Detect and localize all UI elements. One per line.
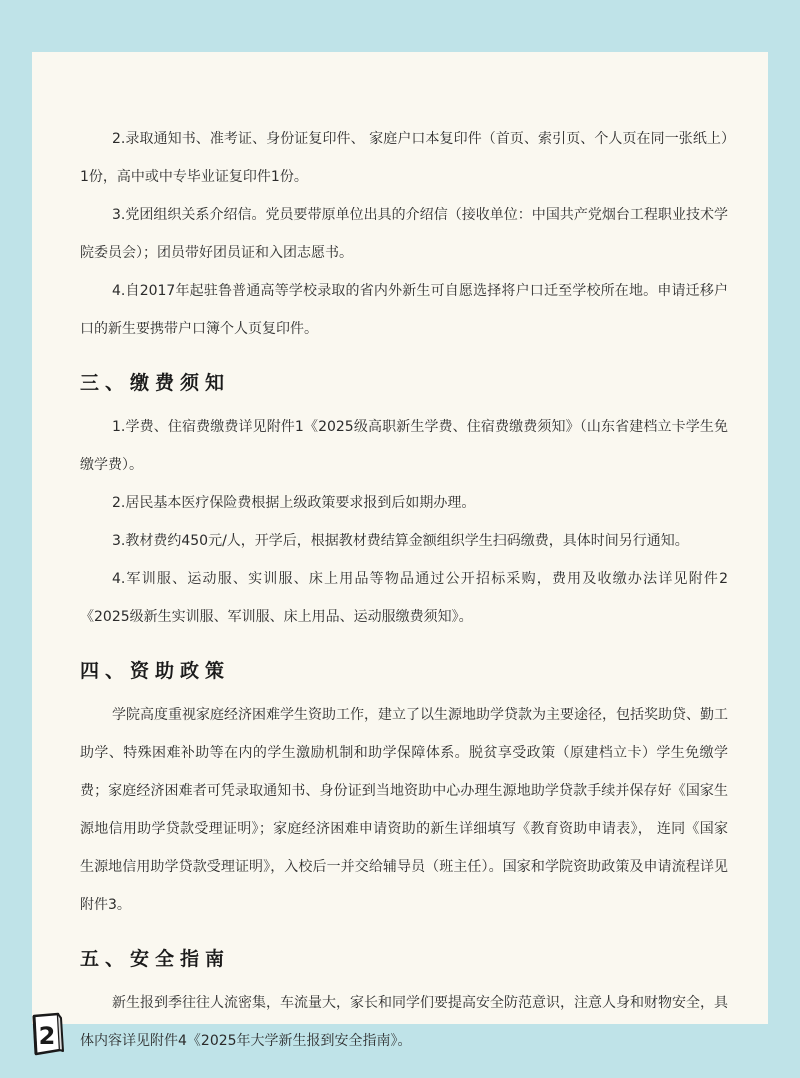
- page-number-badge: [30, 1012, 64, 1056]
- paragraph: 1.学费、住宿费缴费详见附件1《2025级高职新生学费、住宿费缴费须知》（山东省建档立卡学生免缴学费）。: [80, 419, 728, 473]
- section-heading-aid: 四、资助政策: [80, 660, 231, 682]
- paragraph: 4.自2017年起驻鲁普通高等学校录取的省内外新生可自愿选择将户口迁至学校所在地。申请迁移户口的新生要携带户口簿个人页复印件。: [80, 283, 728, 337]
- paragraph: 2.居民基本医疗保险费根据上级政策要求报到后如期办理。: [112, 495, 476, 511]
- section-heading-safety: 五、安全指南: [80, 948, 231, 970]
- paragraph: 新生报到季往往人流密集，车流量大，家长和同学们要提高安全防范意识，注意人身和财物安全，具体内容详见附件4《2025年大学新生报到安全指南》。: [80, 995, 728, 1049]
- paragraph: 4.军训服、运动服、实训服、床上用品等物品通过公开招标采购，费用及收缴办法详见附件2《2025级新生实训服、军训服、床上用品、运动服缴费须知》。: [80, 571, 728, 625]
- paragraph: 3.教材费约450元/人，开学后，根据教材费结算金额组织学生扫码缴费，具体时间另行通知。: [112, 533, 689, 549]
- book-icon: [30, 1012, 64, 1056]
- paragraph: 学院高度重视家庭经济困难学生资助工作，建立了以生源地助学贷款为主要途径，包括奖助贷、勤工助学、特殊困难补助等在内的学生激励机制和助学保障体系。脱贫享受政策（原建档立卡）学生免缴学费；家庭经济困难者可凭录取通知书、身份证到当地资助中心办理生源地助学贷款手续并保存好《国家生源地信用助学贷款受理证明》；家庭经济困难申请资助的新生详细填写《教育资助申请表》， 连同《国家生源地信用助学贷款受理证明》，入校后一并交给辅导员（班主任）。国家和学院资助政策及申请流程详见附件3。: [80, 707, 728, 913]
- document-page: [32, 52, 768, 1049]
- page-number: 2: [38, 1022, 56, 1050]
- paragraph: 3.党团组织关系介绍信。党员要带原单位出具的介绍信（接收单位：中国共产党烟台工程职业技术学院委员会）；团员带好团员证和入团志愿书。: [80, 207, 728, 261]
- paragraph: 2.录取通知书、准考证、身份证复印件、 家庭户口本复印件（首页、索引页、个人页在同一张纸上）1份，高中或中专毕业证复印件1份。: [80, 131, 728, 185]
- document-content: [80, 120, 728, 1060]
- section-heading-fees: 三、缴费须知: [80, 372, 231, 394]
